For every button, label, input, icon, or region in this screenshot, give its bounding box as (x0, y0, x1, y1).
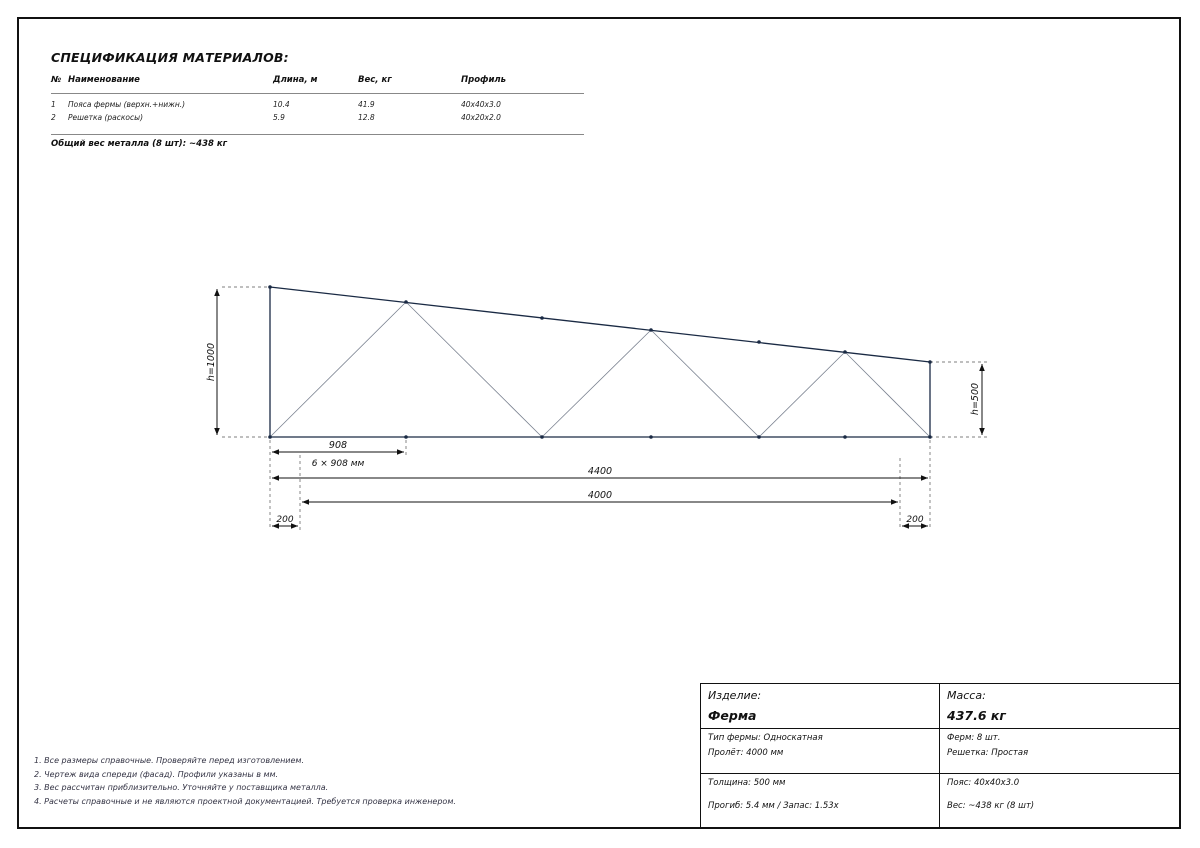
title-block-divider (939, 684, 940, 828)
node (268, 435, 272, 439)
node (757, 340, 761, 344)
spec-cell: 5.9 (273, 113, 285, 122)
node (540, 316, 544, 320)
general-notes (34, 754, 456, 808)
dim-text-height-left: h=1000 (206, 342, 217, 382)
diagonal (270, 302, 406, 437)
node (404, 300, 408, 304)
node (757, 435, 761, 439)
title-block-divider (701, 773, 1181, 774)
diagonal (542, 330, 651, 437)
truss-nodes (268, 285, 932, 439)
spec-cell: 2 (51, 113, 56, 122)
span-value: Пролёт: 4000 мм (708, 748, 784, 758)
truss-chords (270, 287, 930, 437)
diagonal (651, 330, 759, 437)
dim-text-support-right: 200 (906, 515, 924, 525)
spec-cell: 40x40x3.0 (461, 100, 501, 109)
spec-header-name: Наименование (68, 73, 273, 94)
spec-cell: Пояса фермы (верхн.+нижн.) (68, 100, 186, 109)
note-line: 3. Вес рассчитан приблизительно. Уточняйте у поставщика металла. (34, 783, 329, 793)
mass-label: Масса: (947, 689, 986, 702)
spec-cell: 41.9 (358, 100, 375, 109)
spec-cell: 1 (51, 100, 56, 109)
node (649, 328, 653, 332)
dim-text-span-total: 4400 (587, 466, 613, 477)
note-line: 1. Все размеры справочные. Проверяйте перед изготовлением. (34, 756, 305, 765)
mass-value: 437.6 кг (947, 708, 1006, 723)
diagonal (759, 352, 845, 437)
dim-text-height-right: h=500 (970, 382, 981, 416)
node (928, 360, 932, 364)
spec-cell: 12.8 (358, 113, 375, 122)
dim-text-panel-note: 6 × 908 мм (311, 459, 365, 469)
total-weight: Вес: ~438 кг (8 шт) (947, 801, 1035, 811)
product-value: Ферма (708, 708, 757, 723)
dim-text-panel: 908 (328, 440, 348, 451)
node (268, 285, 272, 289)
lattice-type: Решетка: Простая (947, 748, 1029, 758)
thickness-value: Толщина: 500 мм (708, 778, 786, 788)
dim-text-span-inner: 4000 (587, 490, 613, 501)
node (540, 435, 544, 439)
truss-lattice (270, 302, 930, 437)
spec-header-weight: Вес, кг (358, 73, 461, 94)
diagonal (406, 302, 542, 437)
node (843, 435, 847, 439)
note-line: 4. Расчеты справочные и не являются проектной документацией. Требуется проверка инженером. (34, 796, 456, 806)
spec-header-length: Длина, м (273, 73, 358, 94)
node (649, 435, 653, 439)
note-line: 2. Чертеж вида спереди (фасад). Профили указаны в мм. (34, 769, 279, 779)
spec-cell: 10.4 (273, 100, 290, 109)
spec-header-no: № (51, 73, 68, 94)
diagonal (845, 352, 930, 437)
node (404, 435, 408, 439)
product-label: Изделие: (708, 689, 762, 702)
truss-type: Тип фермы: Односкатная (708, 733, 823, 743)
chord-profile: Пояс: 40x40x3.0 (947, 778, 1020, 788)
top-chord (270, 287, 930, 362)
truss-count: Ферм: 8 шт. (947, 733, 1001, 743)
node (928, 435, 932, 439)
dim-text-support-left: 200 (276, 515, 294, 525)
spec-total: Общий вес металла (8 шт): ~438 кг (51, 139, 228, 149)
spec-cell: Решетка (раскосы) (68, 113, 143, 122)
spec-cell: 40x20x2.0 (461, 113, 501, 122)
title-block-divider (701, 728, 1181, 729)
spec-header-profile: Профиль (461, 73, 584, 94)
title-block (700, 683, 1180, 828)
deflection-value: Прогиб: 5.4 мм / Запас: 1.53x (708, 801, 839, 811)
node (843, 350, 847, 354)
spec-title: СПЕЦИФИКАЦИЯ МАТЕРИАЛОВ: (51, 50, 289, 65)
